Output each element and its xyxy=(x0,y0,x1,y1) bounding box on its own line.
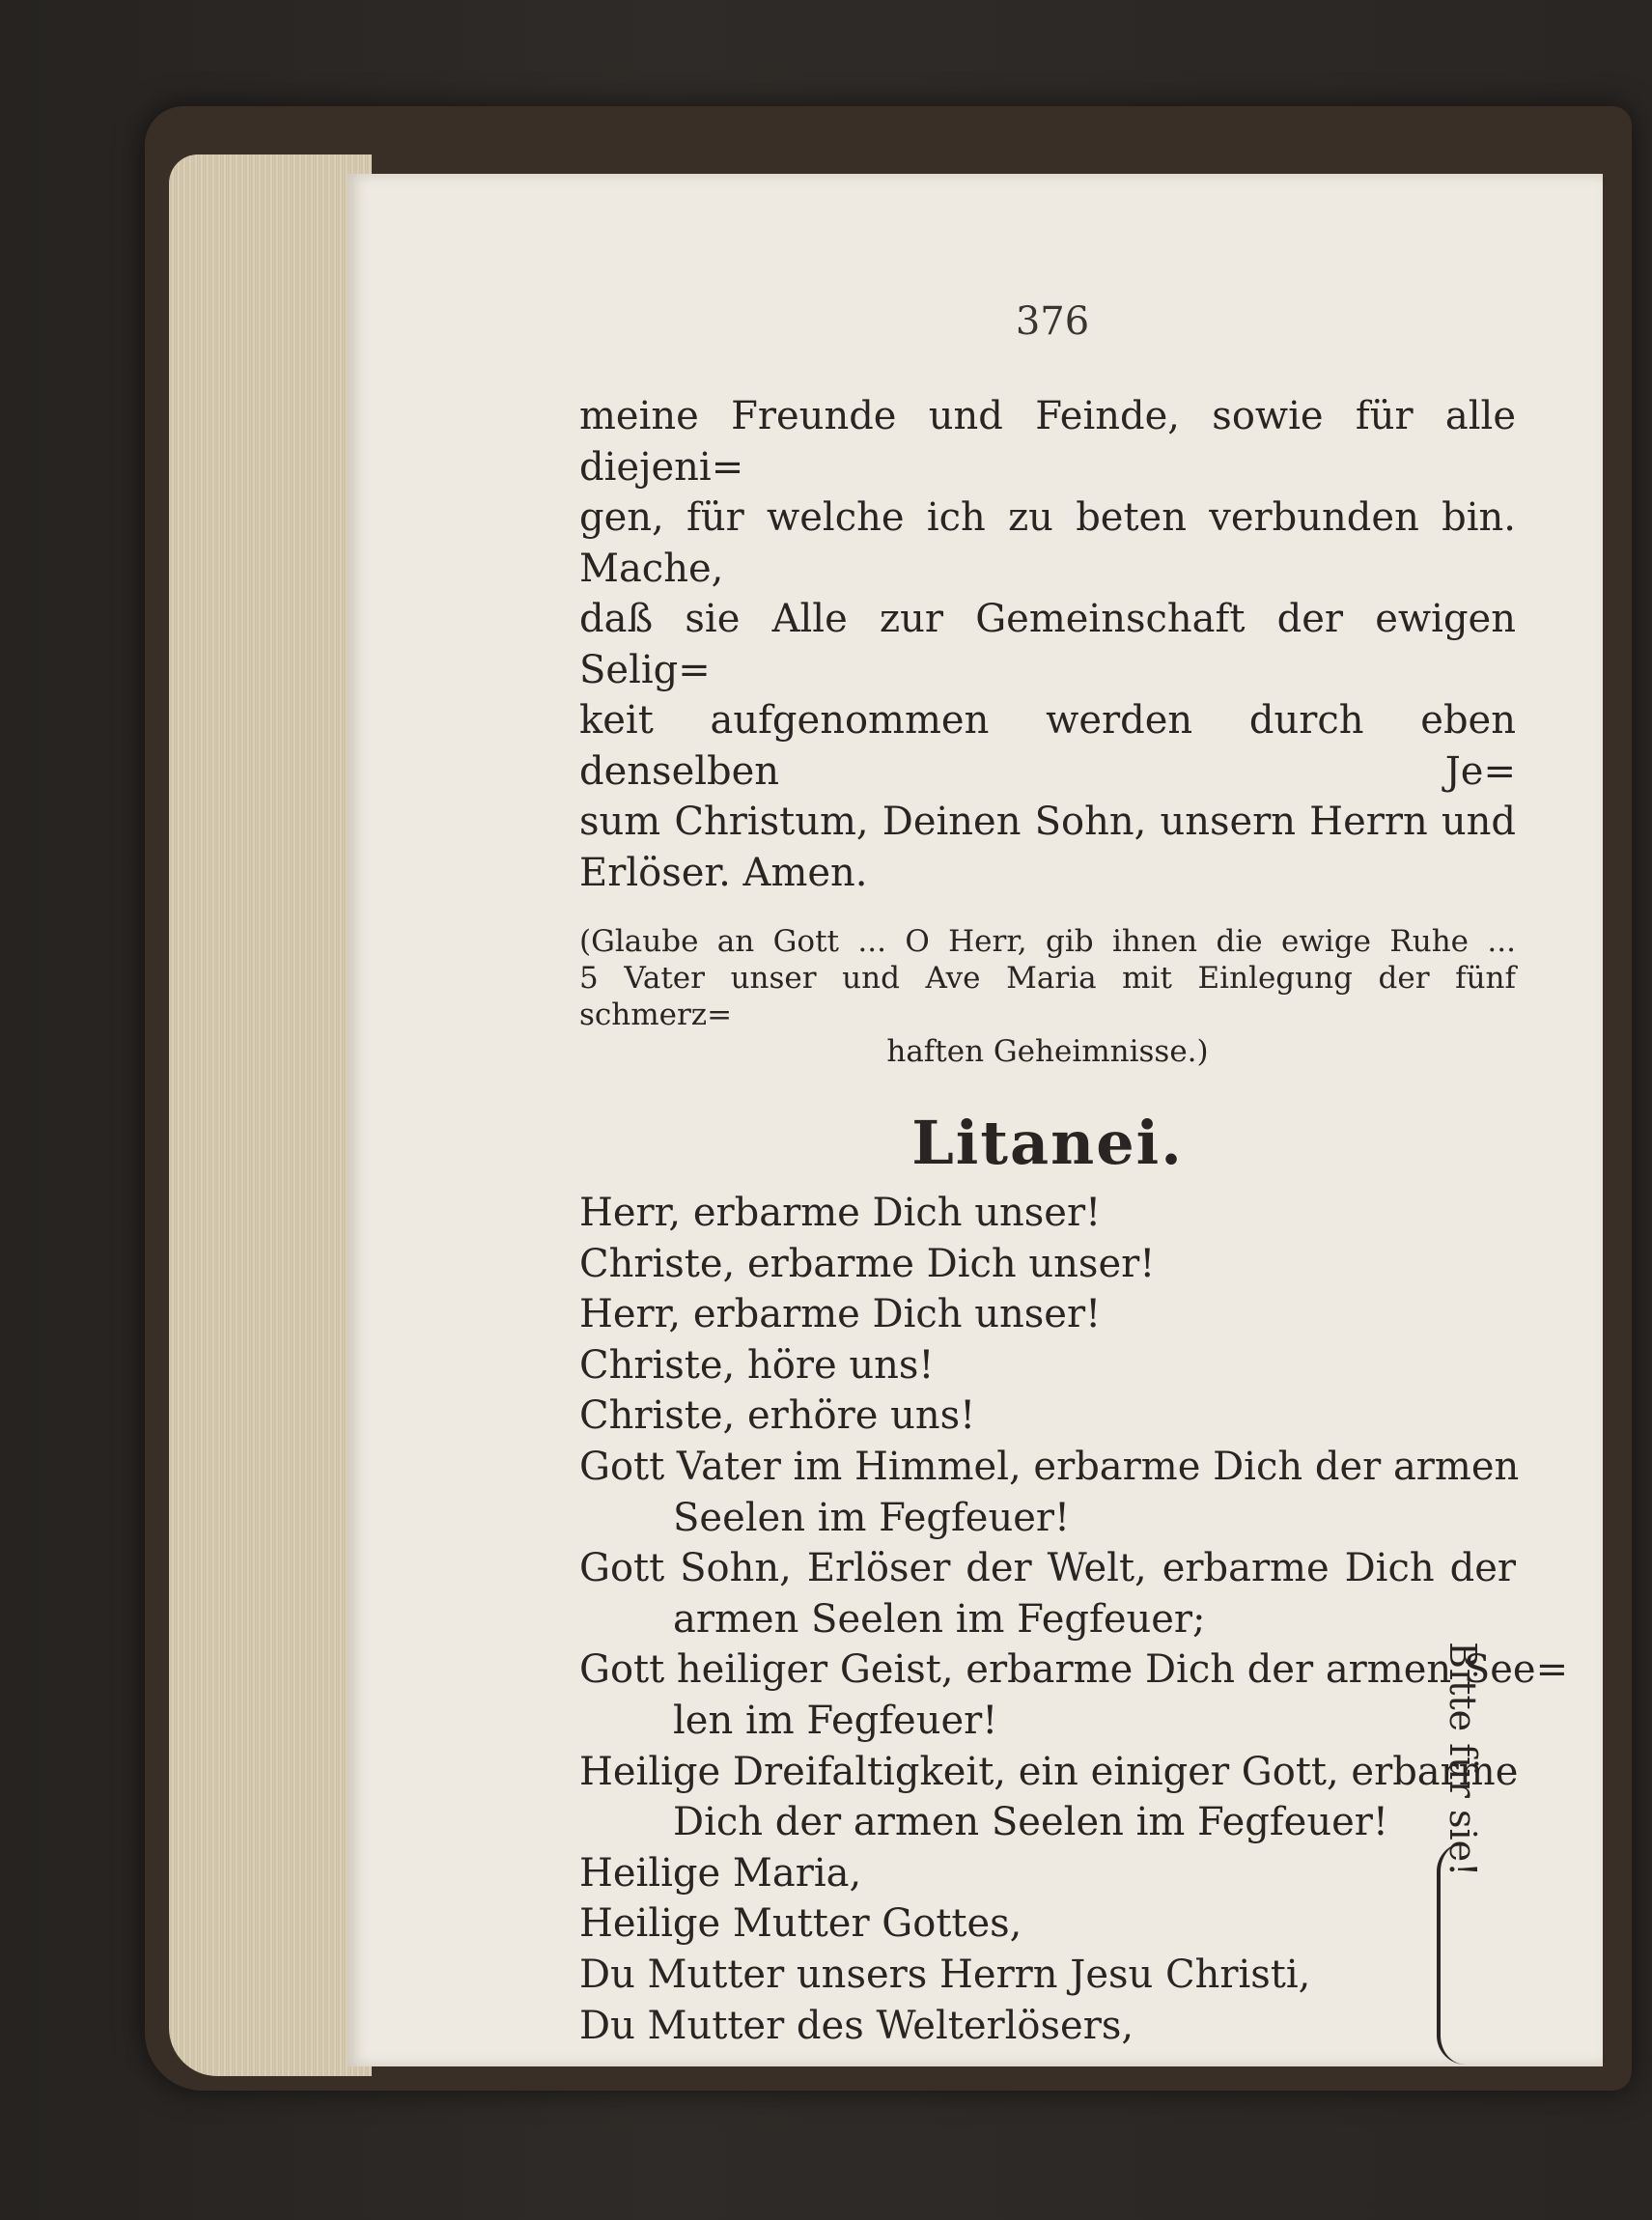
paragraph-line: Erlöser. Amen. xyxy=(579,850,868,895)
litany-line: Dich der armen Seelen im Fegfeuer! xyxy=(673,1800,1388,1845)
litany-line: Christe, erbarme Dich unser! xyxy=(579,1241,1156,1286)
section-heading: Litanei. xyxy=(911,1108,1184,1178)
invocation-group xyxy=(579,1848,1516,2051)
litany-line: len im Fegfeuer! xyxy=(673,1698,998,1743)
note-line: (Glaube an Gott ... O Herr, gib ihnen die ewige Ruhe ... xyxy=(579,924,1516,959)
litany-line: Herr, erbarme Dich unser! xyxy=(579,1191,1102,1235)
litany-line: Christe, höre uns! xyxy=(579,1342,935,1388)
invocation-line: Du Mutter des Welterlösers, xyxy=(579,2003,1134,2048)
paragraph-line: gen, für welche ich zu beten verbunden bin. Mache, xyxy=(579,495,1516,591)
litany-list xyxy=(579,1188,1569,1848)
litany-line: Herr, erbarme Dich unser! xyxy=(579,1292,1102,1337)
note-line: haften Geheimnisse.) xyxy=(886,1034,1209,1069)
litany-line: Heilige Dreifaltigkeit, ein einiger Gott, erbarme xyxy=(579,1749,1519,1794)
litany-line: Seelen im Fegfeuer! xyxy=(673,1495,1071,1540)
invocation-line: Heilige Mutter Gottes, xyxy=(579,1901,1022,1947)
response-text: Bitte für sie! xyxy=(1442,1642,1484,1877)
paragraph-line: sum Christum, Deinen Sohn, unsern Herrn und xyxy=(579,800,1516,844)
prayer-paragraph xyxy=(579,391,1516,898)
page-edges xyxy=(169,155,372,2076)
page-text xyxy=(579,391,1569,2051)
litany-line: Gott Sohn, Erlöser der Welt, erbarme Dich der xyxy=(579,1546,1516,1591)
litany-line: Gott Vater im Himmel, erbarme Dich der armen xyxy=(579,1444,1520,1489)
invocation-line: Heilige Maria, xyxy=(579,1850,862,1896)
invocation-line: Du Mutter unsers Herrn Jesu Christi, xyxy=(579,1952,1311,1997)
note-line: 5 Vater unser und Ave Maria mit Einlegung der fünf schmerz= xyxy=(579,961,1516,1032)
rubric-note xyxy=(579,923,1516,1070)
paragraph-line: daß sie Alle zur Gemeinschaft der ewigen Selig= xyxy=(579,597,1516,692)
page-number: 376 xyxy=(1015,299,1090,344)
paragraph-line: keit aufgenommen werden durch eben denselben Je= xyxy=(579,698,1516,794)
litany-line: Christe, erhöre uns! xyxy=(579,1393,976,1439)
paragraph-line: meine Freunde und Feinde, sowie für alle diejeni= xyxy=(579,394,1516,490)
litany-line: armen Seelen im Fegfeuer; xyxy=(673,1596,1206,1642)
litany-line: Gott heiliger Geist, erbarme Dich der armen See= xyxy=(579,1647,1569,1693)
